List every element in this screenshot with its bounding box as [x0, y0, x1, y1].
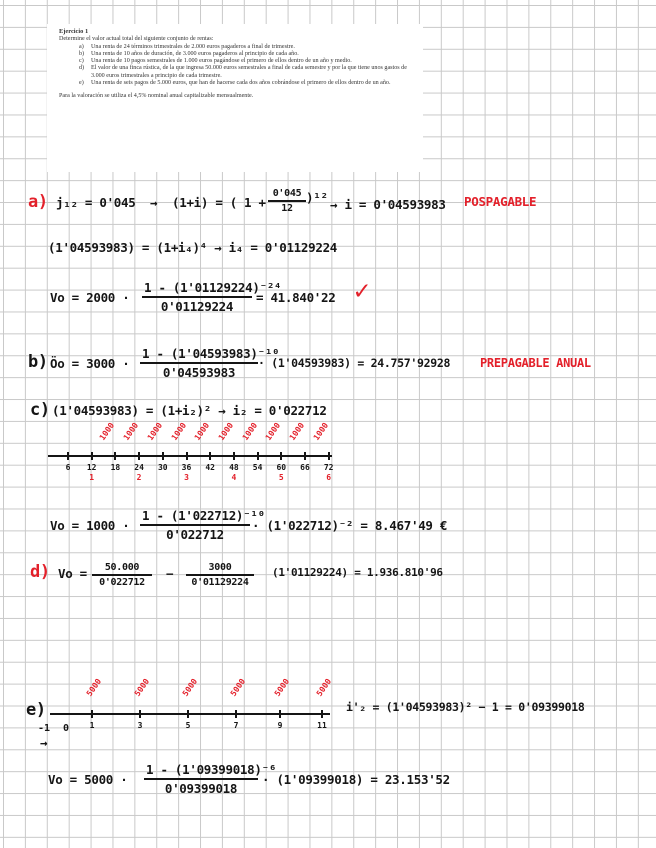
e-timeline-amount: 5000 — [180, 677, 200, 698]
c-timeline-year: 2 — [136, 473, 142, 482]
exercise-item-d — [79, 65, 415, 80]
a-vo-num: 1 - (1'01129224)⁻²⁴ — [142, 280, 252, 298]
a-rate-fraction — [268, 188, 306, 214]
d-minus: − — [166, 566, 174, 581]
c-timeline-tick-label: 60 — [276, 463, 287, 472]
exercise-item-e — [79, 80, 415, 87]
c-semester-rate: (1'04593983) = (1+i₂)² → i₂ = 0'022712 — [52, 403, 327, 418]
exercise-item-a — [79, 43, 415, 51]
item-text: El valor de una finca rústica, de la que ingresa 50.000 euros semestrales a final de cada semestre y por la que tiene unos gastos de 3.000 euros trimestrales a principio de cada trimestre. — [91, 65, 407, 79]
c-timeline-tick — [280, 452, 282, 460]
item-label: a) — [79, 43, 84, 50]
e-timeline-tick-label: 1 — [89, 721, 95, 730]
b-vo-num: 1 - (1'04593983)⁻¹⁰ — [140, 346, 258, 364]
c-timeline-tick-label: 30 — [157, 463, 168, 472]
c-vo-den: 0'022712 — [166, 527, 224, 542]
c-timeline-tick-label: 18 — [110, 463, 121, 472]
e-timeline-tick-label: 3 — [137, 721, 143, 730]
e-timeline-tick-label: 9 — [277, 721, 283, 730]
c-timeline-tick — [67, 452, 69, 460]
check-mark-icon: ✓ — [354, 276, 370, 306]
c-timeline-tick-label: 42 — [205, 463, 216, 472]
d-term1-fraction — [92, 562, 152, 588]
item-label: d) — [79, 65, 85, 72]
b-vo-left: Ӧo = 3000 · — [50, 356, 130, 371]
a-rate-fraction-num: 0'045 — [268, 188, 306, 202]
c-timeline-amount: 1000 — [287, 421, 307, 442]
c-timeline-amount: 1000 — [145, 421, 165, 442]
exercise-items — [59, 44, 415, 88]
c-timeline-tick — [186, 452, 188, 460]
d-term2-num: 3000 — [186, 562, 254, 576]
c-timeline-tick — [328, 452, 330, 460]
item-text: Una renta de 24 términos trimestrales de 2.000 euros pagaderos a final de trimestre. — [91, 43, 295, 50]
d-term2-den: 0'01129224 — [191, 577, 249, 588]
exercise-statement — [47, 24, 423, 172]
a-vo-result: = 41.840'22 — [256, 290, 336, 305]
exercise-item-b — [79, 50, 415, 58]
b-vo-result: · (1'04593983) = 24.757'92928 — [258, 356, 451, 370]
a-arrow: → — [150, 195, 158, 210]
e-vo-num: 1 - (1'09399018)⁻⁶ — [144, 762, 258, 780]
c-timeline-year: 1 — [89, 473, 95, 482]
label-c: c) — [30, 400, 50, 420]
c-timeline-tick — [114, 452, 116, 460]
e-timeline-start-label: 0 — [62, 723, 70, 734]
exercise-footer: Para la valoración se utiliza el 4,5% nominal anual capitalizable mensualmente. — [59, 93, 254, 100]
e-timeline-tick — [321, 710, 323, 718]
a-vo-den: 0'01129224 — [160, 299, 234, 314]
a-one-plus: 1 + — [244, 195, 266, 210]
c-timeline-tick-label: 72 — [323, 463, 334, 472]
e-timeline-tick-label: 11 — [317, 721, 327, 730]
exercise-intro: Determine el valor actual total del siguiente conjunto de rentas: — [59, 36, 214, 43]
a-quarterly-rate: (1'04593983) = (1+i₄)⁴ → i₄ = 0'01129224 — [48, 240, 338, 255]
c-timeline-tick — [138, 452, 140, 460]
c-vo-result: · (1'022712)⁻² = 8.467'49 € — [252, 518, 448, 533]
c-timeline-year: 6 — [326, 473, 332, 482]
e-vo-left: Vo = 5000 · — [48, 772, 128, 787]
d-vo-result: (1'01129224) = 1.936.810'96 — [272, 566, 443, 579]
e-shift-arrow-icon: → — [40, 735, 48, 750]
label-a: a) — [28, 192, 48, 212]
e-timeline-amount: 5000 — [132, 677, 152, 698]
item-text: Una renta de 10 pagos semestrales de 1.000 euros pagándose el primero de ellos dentro de un año y medio. — [91, 58, 352, 65]
d-term1-num: 50.000 — [92, 562, 152, 576]
e-timeline-tick-label: 5 — [185, 721, 191, 730]
c-timeline-amount: 1000 — [240, 421, 259, 442]
e-timeline-amount: 5000 — [228, 677, 248, 698]
c-timeline-tick — [91, 452, 93, 460]
item-text: Una renta de seis pagos de 5.000 euros, que han de hacerse cada dos años cobrándose el primero de ellos dentro de un año. — [91, 80, 391, 87]
e-vo-result: · (1'09399018) = 23.153'52 — [262, 772, 450, 787]
c-timeline-tick — [209, 452, 211, 460]
item-label: c) — [79, 58, 84, 65]
a-tag-pospagable: POSPAGABLE — [464, 194, 537, 209]
d-vo-left: Vo = — [58, 566, 87, 581]
c-timeline-tick-label: 36 — [181, 463, 192, 472]
e-timeline-tick-label: 7 — [233, 721, 239, 730]
c-timeline-tick-label: 24 — [134, 463, 144, 472]
e-timeline-amount: 5000 — [314, 677, 334, 698]
b-vo-fraction — [140, 346, 280, 380]
c-timeline-tick — [304, 452, 306, 460]
a-rate-fraction-den: 12 — [281, 203, 293, 214]
c-timeline-tick — [233, 452, 235, 460]
label-b: b) — [28, 352, 48, 372]
c-timeline-amount: 1000 — [311, 421, 330, 442]
c-timeline-amount: 1000 — [264, 421, 283, 442]
b-tag-prepagable: PREPAGABLE ANUAL — [480, 356, 591, 370]
d-term1-den: 0'022712 — [99, 577, 145, 588]
c-timeline-tick-label: 66 — [300, 463, 310, 472]
exercise-title: Ejercicio 1 — [59, 28, 89, 35]
e-timeline-tick — [139, 710, 141, 718]
c-vo-num: 1 - (1'022712)⁻¹⁰ — [140, 508, 250, 526]
item-label: e) — [79, 80, 84, 87]
a-vo-fraction — [142, 280, 282, 314]
c-timeline-tick — [257, 452, 259, 460]
a-vo-left: Vo = 2000 · — [50, 290, 130, 305]
e-timeline-amount: 5000 — [272, 677, 292, 698]
e-timeline-amount: 5000 — [84, 677, 104, 698]
a-nominal-rate: j₁₂ = 0'045 — [56, 195, 136, 210]
item-label: b) — [79, 50, 85, 57]
a-close-exponent: )¹² — [306, 190, 328, 205]
label-d: d) — [30, 562, 50, 582]
e-timeline-tick — [91, 710, 93, 718]
e-vo-fraction — [144, 762, 277, 796]
c-timeline-tick-label: 12 — [86, 463, 97, 472]
c-timeline-amount: 1000 — [192, 421, 212, 442]
c-vo-fraction — [140, 508, 265, 542]
c-timeline-tick-label: 54 — [252, 463, 263, 472]
c-timeline-amount: 1000 — [121, 421, 141, 442]
a-equation-open: (1+i) = ( — [172, 195, 238, 210]
label-e: e) — [26, 700, 46, 720]
c-timeline-amount: 1000 — [98, 421, 117, 442]
c-timeline-tick-label: 6 — [65, 463, 71, 472]
b-vo-den: 0'04593983 — [162, 365, 236, 380]
e-timeline-tick — [279, 710, 281, 718]
c-vo-left: Vo = 1000 · — [50, 518, 130, 533]
e-timeline-tick — [235, 710, 237, 718]
item-text: Una renta de 10 años de duración, de 3.000 euros pagaderos al principio de cada año. — [91, 50, 299, 57]
d-term2-fraction — [186, 562, 254, 588]
e-vo-den: 0'09399018 — [164, 781, 238, 796]
a-effective-rate: → i = 0'04593983 — [330, 197, 446, 212]
c-timeline-tick-label: 48 — [229, 463, 239, 472]
c-timeline-amount: 1000 — [169, 421, 188, 442]
e-timeline-tick — [187, 710, 189, 718]
c-timeline-amount: 1000 — [216, 421, 236, 442]
c-timeline-year: 5 — [278, 473, 284, 482]
e-rate: i'₂ = (1'04593983)² − 1 = 0'09399018 — [346, 700, 585, 714]
e-timeline-start-label: -1 — [37, 723, 51, 734]
c-timeline-year: 4 — [231, 473, 237, 482]
c-timeline-tick — [162, 452, 164, 460]
c-timeline-year: 3 — [184, 473, 189, 482]
